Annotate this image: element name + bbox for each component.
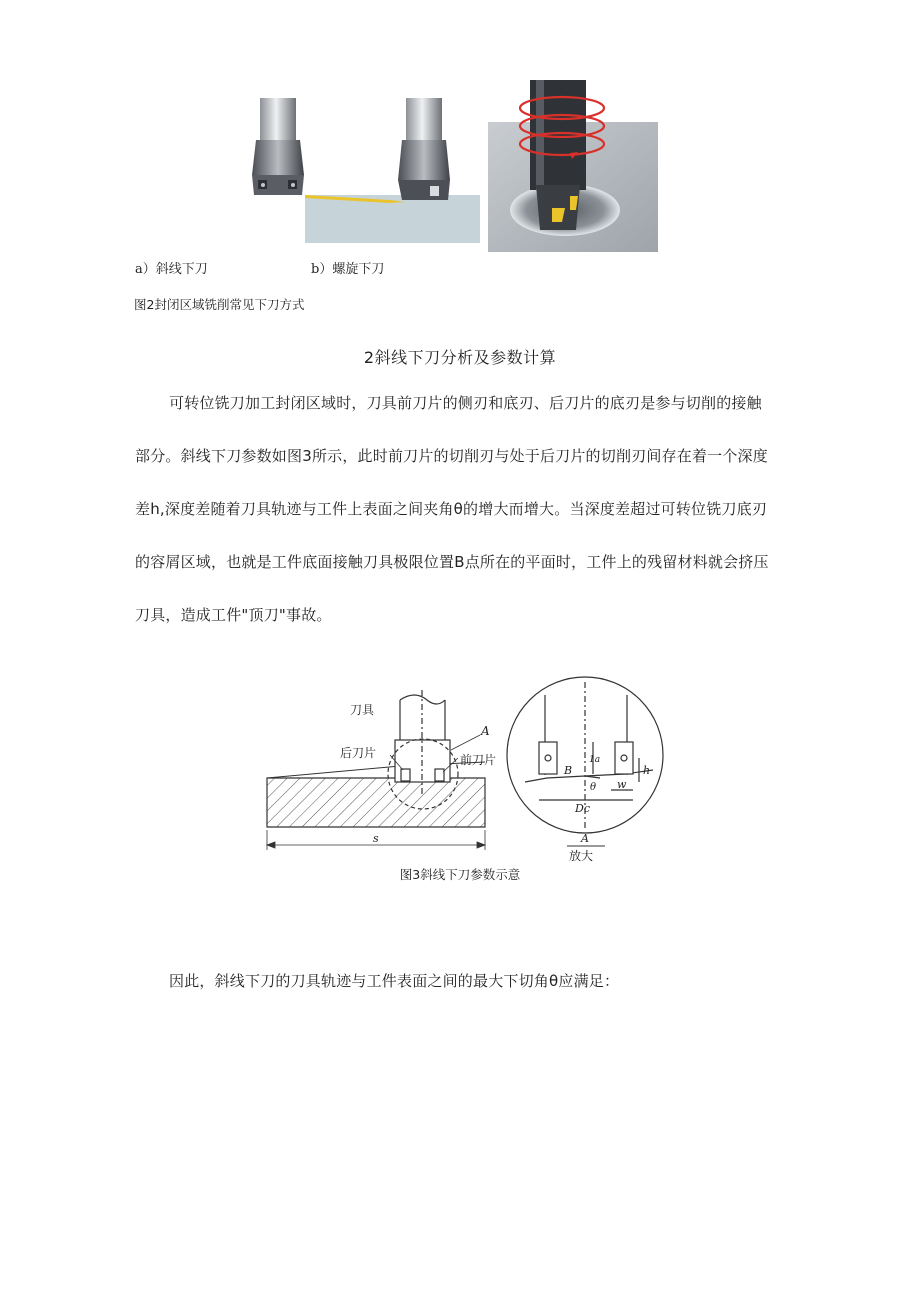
- ramp-cut-photo: [305, 98, 480, 243]
- figure2-sub-b: b）螺旋下刀: [311, 262, 385, 277]
- label-tool: 刀具: [350, 703, 375, 717]
- label-w: w: [617, 778, 627, 791]
- label-point-a: A: [481, 724, 490, 738]
- figure3-title: 图3斜线下刀参数示意: [399, 867, 521, 882]
- paragraph-1: [135, 377, 795, 642]
- label-front-insert: 前刀片: [460, 753, 497, 767]
- label-point-b: B: [564, 764, 573, 777]
- label-detail-a: A: [581, 832, 589, 845]
- figure2-photos: [240, 80, 665, 255]
- helical-photo: [488, 80, 658, 252]
- paragraph-1-line: 部分。斜线下刀参数如图3所示，此时前刀片的切削刃与处于后刀片的切削刃间存在着一个深度: [135, 447, 768, 465]
- label-rear-insert: 后刀片: [340, 746, 377, 760]
- paragraph-1-line: 差h,深度差随着刀具轨迹与工件上表面之间夹角θ的增大而增大。当深度差超过可转位铣刀底刃: [135, 500, 768, 518]
- figure2-title: 图2封闭区域铣削常见下刀方式: [134, 297, 305, 312]
- section-heading: 2斜线下刀分析及参数计算: [363, 348, 557, 367]
- paragraph-1-line: 的容屑区域，也就是工件底面接触刀具极限位置B点所在的平面时，工件上的残留材料就会挤压: [135, 553, 769, 571]
- label-zoom: 放大: [569, 849, 594, 863]
- paragraph-2: 因此，斜线下刀的刀具轨迹与工件表面之间的最大下切角θ应满足：: [169, 972, 620, 990]
- figure2-sub-a: a）斜线下刀: [135, 262, 208, 277]
- ramp-tool-photo: [252, 98, 304, 195]
- label-h: h: [643, 764, 651, 777]
- paragraph-1-line: 刀具，造成工件"顶刀"事故。: [135, 606, 332, 624]
- label-depth: 1a: [589, 755, 601, 765]
- label-dc: Dc: [575, 802, 590, 815]
- workpiece: [267, 762, 485, 827]
- figure3-diagram: [255, 670, 665, 865]
- label-theta: θ: [590, 782, 597, 793]
- paragraph-1-line: 可转位铣刀加工封闭区域时，刀具前刀片的侧刃和底刃、后刀片的底刃是参与切削的接触: [169, 394, 762, 412]
- label-length-s: s: [373, 832, 379, 845]
